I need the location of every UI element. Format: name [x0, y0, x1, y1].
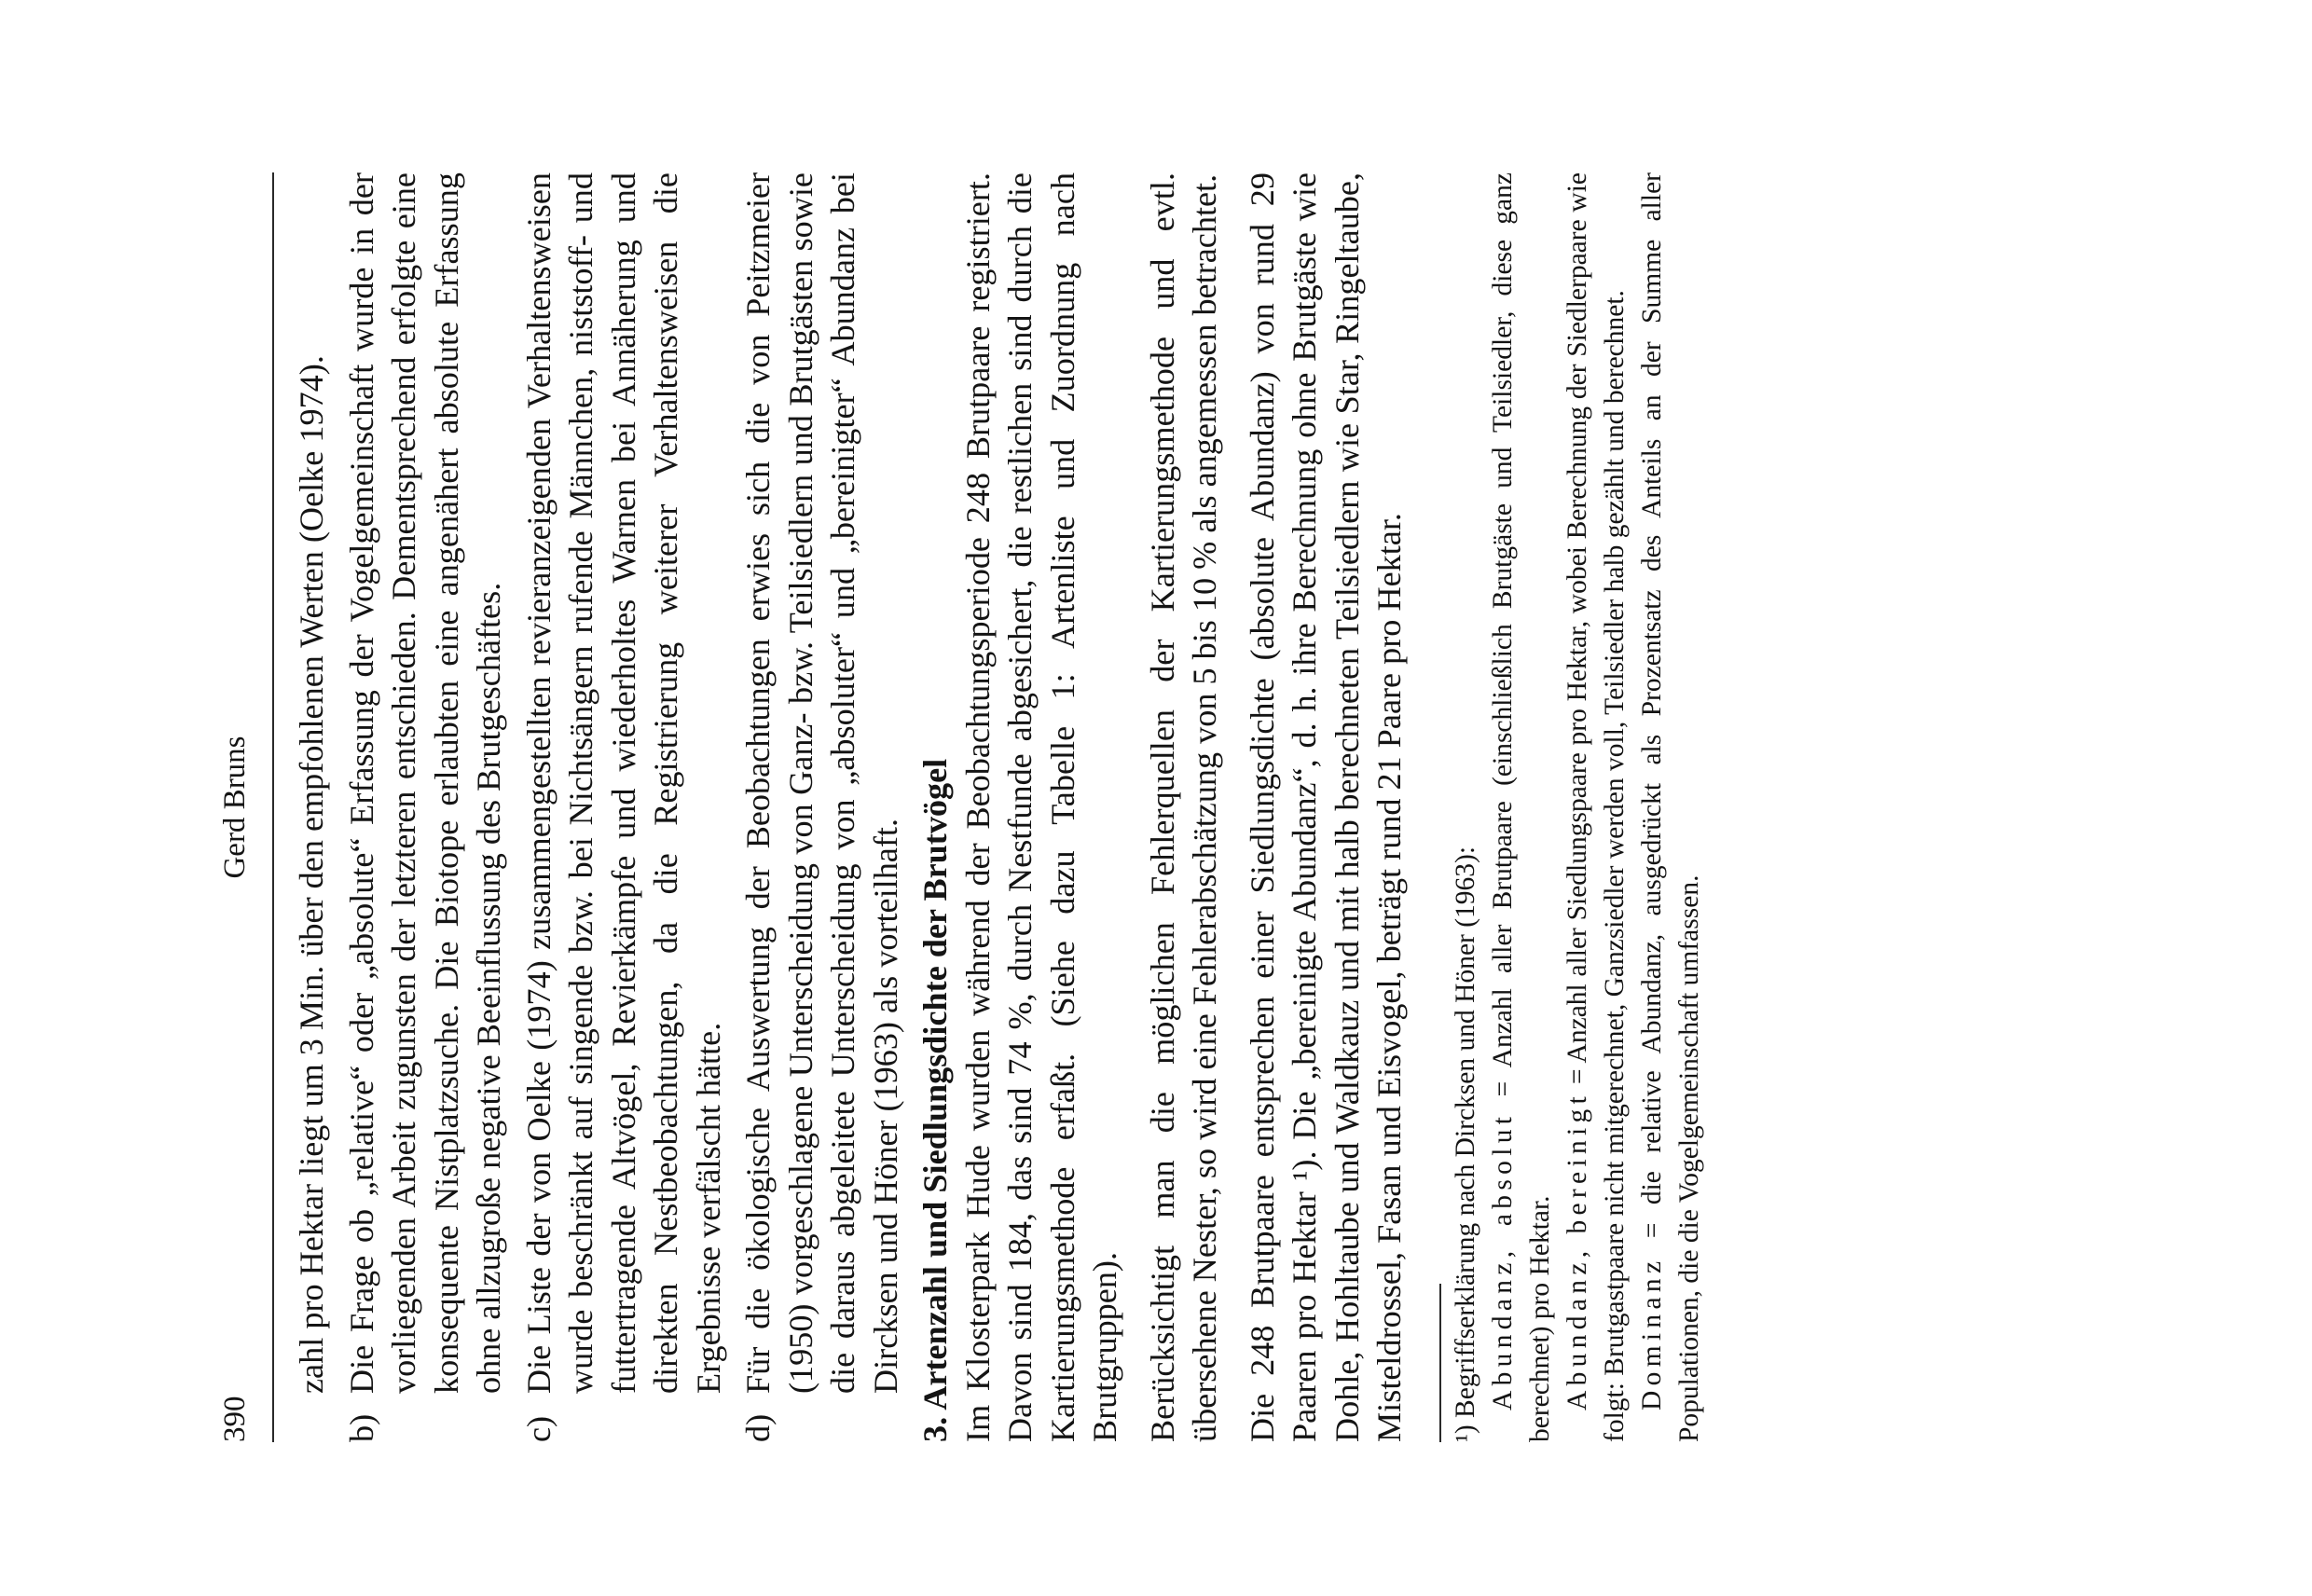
item-text: Die Liste der von Oelke (1974) zusammengestellten revieranzeigenden Verhaltensweisen wurde beschränkt auf singende bzw. bei Nichtsängern rufende Männchen, niststoff- und futtertragende Altvögel, Revierkämpfe und wiederholtes Warnen bei Annäherung und direkten Nestbeobachtungen, da die Registrierung weiterer Verhaltensweisen die Ergebnisse verfälscht hätte. [519, 172, 727, 1394]
list-item-c [518, 172, 731, 1442]
page-number: 390 [218, 1396, 252, 1442]
list-item-a-continuation [291, 172, 334, 1442]
paragraph: Die 248 Brutpaare entsprechen einer Siedlungsdichte (absolute Abundanz) von rund 29 Paaren pro Hektar ¹). Die „bereinigte Abundanz“, d. h. ihre Berechnung ohne Brutgäste wie Dohle, Hohltaube und Waldkauz und mit halb berechneten Teilsiedlern wie Star, Ringeltaube, Misteldrossel, Fasan und Eisvogel, beträgt rund 21 Paare pro Hektar. [1243, 172, 1408, 1442]
item-text: zahl pro Hektar liegt um 3 Min. über den empfohlenen Werten (Oelke 1974). [293, 355, 330, 1394]
footnote-entry [1484, 172, 1559, 1442]
footnote-term: Abundanz, absolut [1487, 1111, 1518, 1410]
body-text [291, 172, 1708, 1442]
item-label: c) [519, 1415, 557, 1442]
list-item-b [341, 172, 511, 1442]
page-header [207, 172, 263, 1442]
footnote-term: Abundanz, bereinigt [1562, 1091, 1592, 1410]
item-text: Für die ökologische Auswertung der Beobachtungen erwies sich die von Peitzmeier (1950) vorgeschlagene Unterscheidung von Ganz- bzw. Teilsiedlern und Brutgästen sowie die daraus abgeleitete Unterscheidung von „absoluter“ und „bereinigter“ Abundanz bei Dircksen und Höner (1963) als vorteilhaft. [739, 172, 904, 1394]
running-head: Gerd Bruns [218, 736, 252, 879]
header-rule [272, 172, 274, 1442]
footnote-intro: ¹) Begriffserklärung nach Dircksen und Höner (1963): [1450, 846, 1480, 1442]
footnote-entry [1559, 172, 1633, 1442]
section-heading: 3. Artenzahl und Siedlungsdichte der Brutvögel [916, 758, 954, 1442]
footnote-definition: = die relative Abundanz, ausgedrückt als Prozentsatz des Anteils an der Summe aller Populationen, die die Vogelgemeinschaft umfassen. [1636, 172, 1704, 1442]
paragraph: Berücksichtigt man die möglichen Fehlerquellen der Kartierungsmethode und evtl. übersehene Nester, so wird eine Fehlerabschätzung von 5 bis 10 % als angemessen betrachtet. [1143, 172, 1223, 1442]
list-item-d [737, 172, 907, 1442]
item-label: d) [739, 1413, 777, 1442]
footnote-definition: = Anzahl aller Siedlungspaare pro Hektar, wobei Berechnung der Siedlerpaare wie folgt: Brutgastpaare nicht mitgerechnet, Ganzsiedler werden voll, Teilsiedler halb gezählt und berechnet. [1562, 172, 1630, 1442]
footnote [1447, 172, 1708, 1442]
footnote-rule [1439, 1284, 1441, 1442]
footnote-entry [1633, 172, 1708, 1442]
item-text: Die Frage ob „relative“ oder „absolute“ Erfassung der Vogelgemeinschaft wurde in der vorliegenden Arbeit zugunsten der letzteren entschieden. Dementsprechend erfolgte eine konsequente Nistplatzsuche. Die Biotope erlaubten eine angenähert absolute Erfassung ohne allzugroße negative Beeinflussung des Brutgeschäftes. [342, 172, 507, 1394]
paragraph: Im Klosterpark Hude wurden während der Beobachtungsperiode 248 Brutpaare registriert. Davon sind 184, das sind 74 %, durch Nestfunde abgesichert, die restlichen sind durch die Kartierungsmethode erfaßt. (Siehe dazu Tabelle 1: Artenliste und Zuordnung nach Brutgruppen). [958, 172, 1123, 1442]
footnote-term: Dominanz [1636, 1256, 1667, 1410]
footnote-definition: = Anzahl aller Brutpaare (einschließlich Brutgäste und Teilsiedler, diese ganz berechnet) pro Hektar. [1487, 172, 1555, 1442]
item-label: b) [342, 1413, 380, 1442]
